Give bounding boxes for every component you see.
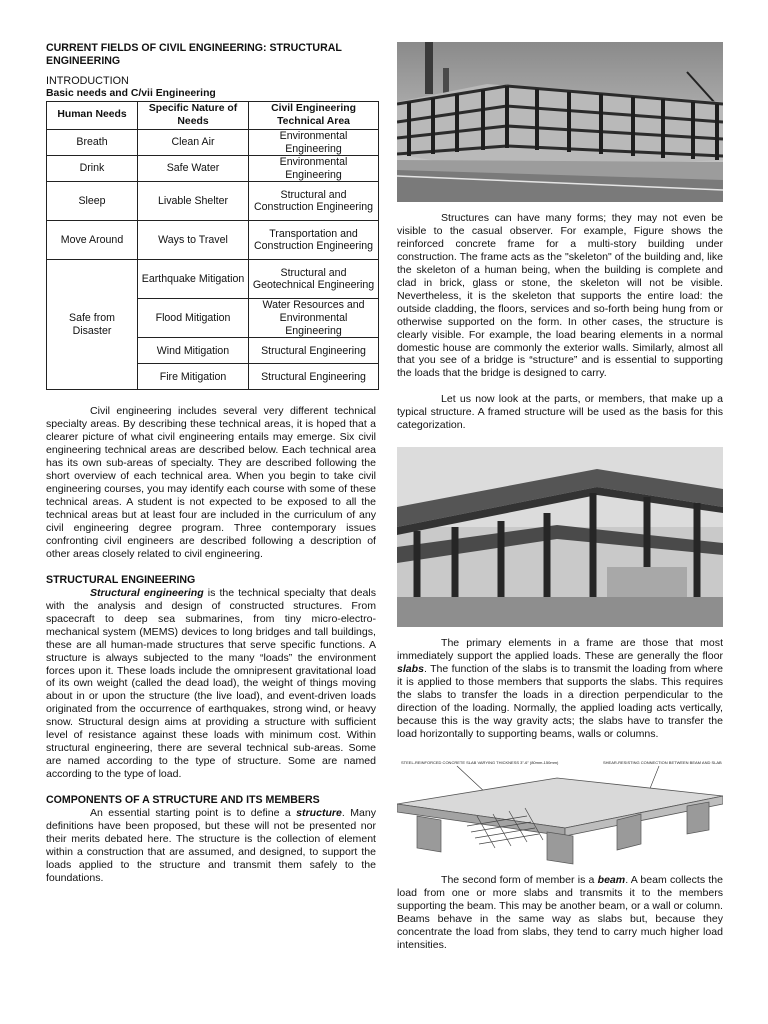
- components-heading: COMPONENTS OF A STRUCTURE AND ITS MEMBERS: [46, 794, 320, 807]
- cell-area: Environmental Engineering: [249, 156, 379, 182]
- beam: [687, 802, 709, 834]
- cell-nature: Clean Air: [138, 130, 249, 156]
- header-technical-area: Civil Engineering Technical Area: [249, 102, 379, 130]
- structural-lead-term: Structural engineering: [90, 586, 204, 599]
- beam-text-post: . A beam collects the load from one or more slabs and transmits it to the members supporting the beam. This may be another beam, or a wall or column. Beams behave in the same way as slabs but, because they concentrate the load from slabs, they tend to carry much higher load intensities.: [397, 873, 723, 951]
- beam-term: beam: [597, 873, 626, 886]
- table-row: [47, 221, 379, 260]
- beam-text-pre: The second form of member is a: [441, 873, 598, 886]
- concrete-frame-photo: [397, 447, 723, 627]
- cell-need: Move Around: [47, 221, 138, 260]
- cell-nature: Livable Shelter: [138, 182, 249, 221]
- cell-need: Drink: [47, 156, 138, 182]
- left-column: [46, 42, 376, 885]
- right-column: [397, 42, 723, 952]
- cell-area: Transportation and Construction Engineering: [249, 221, 379, 260]
- beam: [417, 816, 441, 852]
- slabs-text-pre: The primary elements in a frame are those that most immediately support the applied loads. These are generally the floor: [397, 637, 723, 663]
- cell-area: Structural Engineering: [249, 364, 379, 390]
- cell-area: Water Resources and Environmental Engineering: [249, 299, 379, 338]
- right-paragraph-1: Structures can have many forms; they may not even be visible to the casual observer. For example, Figure shows the reinforced concrete frame for a multi-story building under construction. The frame acts as the "skeleton" of the building and, like the skeleton of a human being, when the building is complete and clad in brick, glass or stone, the skeleton will not be visible. Nevertheless, it is the skeleton that supports the entire load: the outside cladding, the floors, services and so-forth being hung from or otherwise supported on the form. In other cases, the structure is clearly visible. For example, the load bearing elements in a normal domestic house are commonly the exterior walls. Similarly, almost all that you see of a bridge is “structure” and is essential to supporting the loads that the bridge is designed to carry.: [397, 212, 723, 380]
- diagram-label-connection: SHEAR-RESISTING CONNECTION BETWEEN BEAM AND SLAB: [603, 759, 722, 765]
- building-frame-photo: [397, 42, 723, 202]
- cell-area: Environmental Engineering: [249, 130, 379, 156]
- cell-need: Sleep: [47, 182, 138, 221]
- cell-need: Breath: [47, 130, 138, 156]
- table-row: [47, 156, 379, 182]
- slab-beam-diagram: [397, 756, 723, 866]
- structural-heading: STRUCTURAL ENGINEERING: [46, 573, 196, 586]
- intro-heading: INTRODUCTION: [46, 75, 129, 87]
- table-row: [47, 130, 379, 156]
- cell-area: Structural Engineering: [249, 338, 379, 364]
- structural-text: is the technical specialty that deals with the analysis and design of constructed structures. From spacecraft to deep sea submarines, from tiny micro-electro-mechanical system (MEMS) devices to long bridges and tall buildings, these are all human-made structures that serve specific functions. A structure is always subjected to the many “loads” the environment forces upon it. These loads include the omnipresent gravitational load of its own weight (called the dead load), the weight of things moving about in or upon the structure (the live load), and event-driven loads originated from the occurrence of earthquakes, strong wind, or heavy snow. Structural design aims at providing a structure with sufficient level of resistance against these loads with minimum cost. Within structural engineering, there are several technical sub-areas. Some are named according to the type of structure. Some are named according to the type of load.: [46, 586, 376, 781]
- cell-area: Structural and Construction Engineering: [249, 182, 379, 221]
- slabs-text-post: . The function of the slabs is to transmit the loading from where it is applied to those members that supports the slabs. This requires the slabs to transfer the loads in a direction perpendicular to the direction of the loading. Normally, the applied loading acts vertically, because this is the way gravity acts; the slabs have to transfer the load horizontally to supporting beams, walls or columns.: [397, 663, 723, 740]
- slabs-term: slabs: [397, 663, 424, 676]
- right-paragraph-2: Let us now look at the parts, or members, that make up a typical structure. A framed structure will be used as the basis for this categorization.: [397, 393, 723, 432]
- cell-nature: Wind Mitigation: [138, 338, 249, 364]
- cell-nature: Ways to Travel: [138, 221, 249, 260]
- page-title: CURRENT FIELDS OF CIVIL ENGINEERING: STRUCTURAL ENGINEERING: [46, 42, 342, 67]
- cell-nature: Fire Mitigation: [138, 364, 249, 390]
- table-row: [47, 260, 379, 299]
- beam: [547, 832, 573, 864]
- beam: [617, 814, 641, 850]
- cell-area: Structural and Geotechnical Engineering: [249, 260, 379, 299]
- components-text-post: . Many definitions have been proposed, but these will not be presented nor their merits debated here. The structure is the collection of element within a construction that are assumed, and designed, to support the loads applied to the structure and transmit them safely to the foundations.: [46, 807, 376, 884]
- structural-paragraph: [46, 587, 376, 781]
- table-caption: Basic needs and C/vii Engineering: [46, 88, 216, 99]
- cell-nature: Flood Mitigation: [138, 299, 249, 338]
- components-paragraph: [46, 807, 376, 885]
- table-row: [47, 182, 379, 221]
- cell-nature: Safe Water: [138, 156, 249, 182]
- header-specific-nature: Specific Nature of Needs: [138, 102, 249, 130]
- right-paragraph-3: [397, 637, 723, 741]
- right-paragraph-4: [397, 874, 723, 952]
- table-header-row: [47, 102, 379, 130]
- components-term: structure: [296, 807, 342, 820]
- cell-nature: Earthquake Mitigation: [138, 260, 249, 299]
- cell-need-disaster: Safe from Disaster: [47, 260, 138, 390]
- diagram-label-slab: STEEL-REINFORCED CONCRETE SLAB VARYING THICKNESS 3"-6" (80mm-150mm): [401, 759, 559, 765]
- components-text-pre: An essential starting point is to define a: [90, 807, 297, 820]
- needs-table: [46, 101, 379, 390]
- intro-paragraph: Civil engineering includes several very different technical specialty areas. By describing these technical areas, it is hoped that a clearer picture of what civil engineering entails may emerge. Six civil engineering technical areas are described below. Each technical area has its own sub-areas of specialty. They are described following the short overview of each technical area. When you begin to take civil engineering courses, you may identify each course with some of these technical areas. A student is not expected to be exposed to all the technical areas but at least four are included in the curriculum of any civil engineering degree program. Three contemporary issues confronting civil engineers are described following a description of other areas closely related to civil engineering.: [46, 405, 376, 560]
- header-human-needs: Human Needs: [47, 102, 138, 130]
